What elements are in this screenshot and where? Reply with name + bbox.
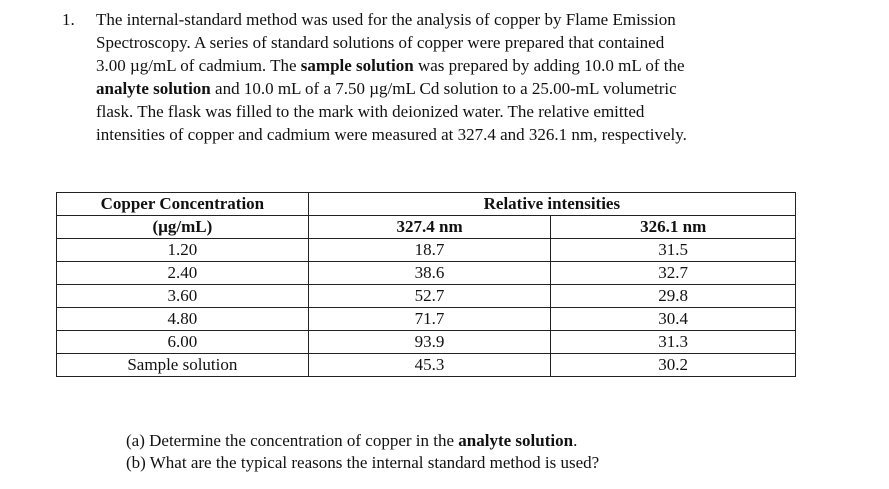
bold-term: analyte solution	[96, 79, 211, 98]
copper-concentration-cell: 6.00	[57, 331, 309, 354]
intensity-327-cell: 71.7	[308, 308, 551, 331]
intensity-327-cell: 38.6	[308, 262, 551, 285]
problem-line	[96, 123, 848, 146]
intensity-326-cell: 31.5	[551, 239, 796, 262]
intensity-326-cell: 29.8	[551, 285, 796, 308]
problem-line	[96, 54, 848, 77]
problem-line	[96, 77, 848, 100]
intensity-326-cell: 30.2	[551, 354, 796, 377]
table-header-row-1	[57, 193, 796, 216]
table-row	[57, 262, 796, 285]
problem-line	[96, 8, 848, 31]
copper-concentration-cell: Sample solution	[57, 354, 309, 377]
text-segment: and 10.0 mL of a 7.50 µg/mL Cd solution to a 25.00-mL volumetric	[210, 79, 677, 98]
text-segment: 3.00 µg/mL of cadmium. The	[96, 56, 301, 75]
problem-line	[96, 31, 848, 54]
text-segment: The internal-standard method was used for the analysis of copper by Flame Emission	[96, 10, 676, 29]
question-line	[126, 452, 599, 474]
intensity-326-cell: 30.4	[551, 308, 796, 331]
questions	[126, 430, 599, 474]
table-row	[57, 331, 796, 354]
copper-concentration-cell: 2.40	[57, 262, 309, 285]
table-body	[57, 239, 796, 377]
intensity-327-cell: 45.3	[308, 354, 551, 377]
question-line	[126, 430, 599, 452]
text-segment: (a) Determine the concentration of copper in the	[126, 431, 459, 450]
copper-concentration-cell: 3.60	[57, 285, 309, 308]
wavelength-327-header: 327.4 nm	[308, 216, 551, 239]
table-row	[57, 239, 796, 262]
bold-term: sample solution	[300, 56, 414, 75]
copper-concentration-header: Copper Concentration	[57, 193, 309, 216]
text-segment: flask. The flask was filled to the mark with deionized water. The relative emitted	[96, 102, 645, 121]
copper-concentration-cell: 1.20	[57, 239, 309, 262]
table-row	[57, 354, 796, 377]
table-header-row-2	[57, 216, 796, 239]
intensity-326-cell: 32.7	[551, 262, 796, 285]
text-segment: was prepared by adding 10.0 mL of the	[413, 56, 685, 75]
text-segment: .	[573, 431, 578, 450]
table-row	[57, 308, 796, 331]
intensity-326-cell: 31.3	[551, 331, 796, 354]
bold-term: analyte solution	[458, 431, 574, 450]
text-segment: Spectroscopy. A series of standard solutions of copper were prepared that contained	[96, 33, 665, 52]
wavelength-326-header: 326.1 nm	[551, 216, 796, 239]
intensity-327-cell: 93.9	[308, 331, 551, 354]
copper-concentration-unit-header: (µg/mL)	[57, 216, 309, 239]
text-segment: intensities of copper and cadmium were measured at 327.4 and 326.1 nm, respectively.	[96, 125, 687, 144]
problem-line	[96, 100, 848, 123]
copper-concentration-cell: 4.80	[57, 308, 309, 331]
text-segment: (b) What are the typical reasons the internal standard method is used?	[126, 453, 600, 472]
intensity-327-cell: 52.7	[308, 285, 551, 308]
table-row	[57, 285, 796, 308]
relative-intensities-header: Relative intensities	[308, 193, 795, 216]
intensity-327-cell: 18.7	[308, 239, 551, 262]
problem-text	[96, 8, 848, 146]
problem-number: 1.	[62, 10, 75, 29]
data-table	[56, 192, 796, 377]
